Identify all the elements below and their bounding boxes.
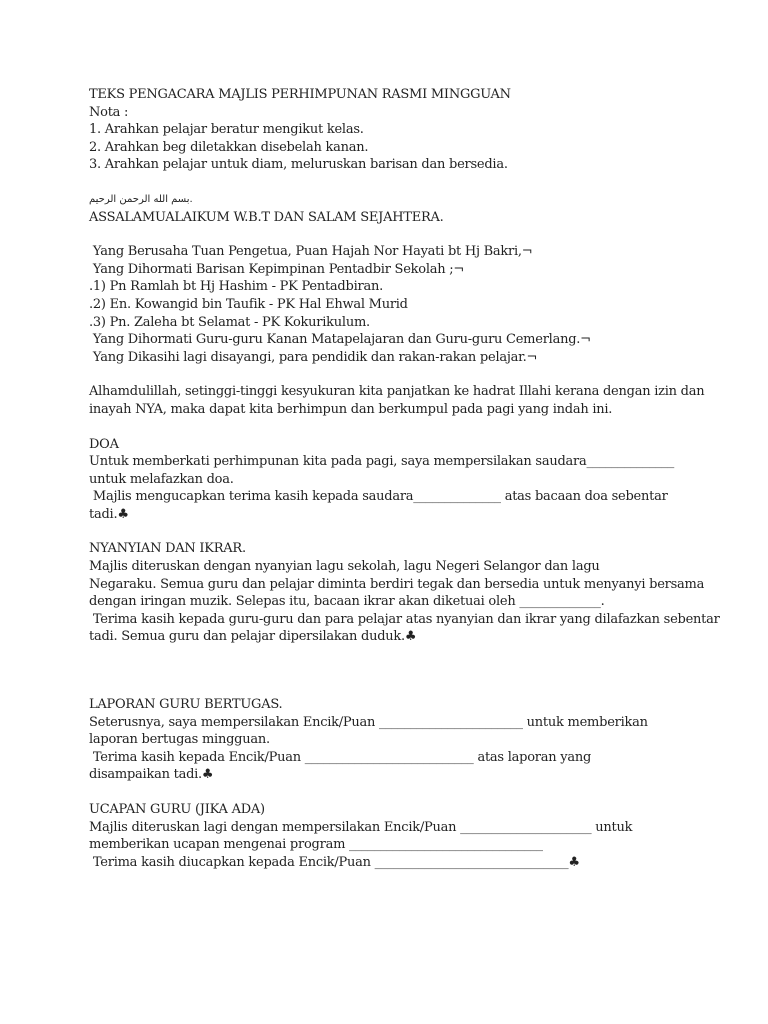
doa-heading: DOA bbox=[89, 436, 119, 452]
nyanyian-line: Negaraku. Semua guru dan pelajar diminta berdiri tegak dan bersedia untuk menyanyi bersama bbox=[89, 576, 705, 592]
nyanyian-heading: NYANYIAN DAN IKRAR. bbox=[89, 541, 246, 557]
greeting: ASSALAMUALAIKUM W.B.T DAN SALAM SEJAHTERA. bbox=[89, 209, 444, 225]
ucapan-heading: UCAPAN GURU (JIKA ADA) bbox=[89, 802, 265, 817]
salutation-line: .3) Pn. Zaleha bt Selamat - PK Kokurikulum. bbox=[89, 314, 370, 330]
nota-heading: Nota : bbox=[89, 104, 129, 120]
laporan-line: Terima kasih kepada Encik/Puan ___________________________ atas laporan yang bbox=[89, 749, 592, 765]
ucapan-line: memberikan ucapan mengenai program _______________________________ bbox=[89, 837, 543, 853]
document-page bbox=[89, 86, 720, 871]
ucapan-line: Majlis diteruskan lagi dengan mempersilakan Encik/Puan _____________________ untuk bbox=[89, 819, 633, 835]
doa-line: Untuk memberkati perhimpunan kita pada pagi, saya mempersilakan saudara______________ bbox=[89, 454, 674, 470]
laporan-line: disampaikan tadi.♣ bbox=[89, 767, 214, 783]
nyanyian-line: Terima kasih kepada guru-guru dan para pelajar atas nyanyian dan ikrar yang dilafazkan sebentar bbox=[89, 611, 720, 627]
salutation-line: Yang Dikasihi lagi disayangi, para pendidik dan rakan-rakan pelajar.¬ bbox=[89, 349, 538, 365]
doa-line: untuk melafazkan doa. bbox=[89, 471, 234, 487]
salutation-line: Yang Dihormati Guru-guru Kanan Matapelajaran dan Guru-guru Cemerlang.¬ bbox=[89, 332, 591, 348]
salutation-line: .2) En. Kowangid bin Taufik - PK Hal Ehwal Murid bbox=[89, 296, 408, 312]
laporan-line: laporan bertugas mingguan. bbox=[89, 732, 270, 748]
nyanyian-line: Majlis diteruskan dengan nyanyian lagu sekolah, lagu Negeri Selangor dan lagu bbox=[89, 559, 600, 575]
doa-line: tadi.♣ bbox=[89, 506, 129, 522]
salutation-line: Yang Berusaha Tuan Pengetua, Puan Hajah Nor Hayati bt Hj Bakri,¬ bbox=[89, 244, 533, 260]
laporan-line: Seterusnya, saya mempersilakan Encik/Puan _______________________ untuk memberikan bbox=[89, 714, 648, 730]
opening-paragraph-line: inayah NYA, maka dapat kita berhimpun dan berkumpul pada pagi yang indah ini. bbox=[89, 401, 613, 417]
nota-item: 3. Arahkan pelajar untuk diam, meluruskan barisan dan bersedia. bbox=[89, 157, 508, 173]
bismillah-text: بسم الله الرحمن الرحيم. bbox=[89, 193, 193, 205]
laporan-heading: LAPORAN GURU BERTUGAS. bbox=[89, 697, 283, 713]
nyanyian-line: dengan iringan muzik. Selepas itu, bacaan ikrar akan diketuai oleh _____________. bbox=[89, 594, 605, 610]
salutation-line: .1) Pn Ramlah bt Hj Hashim - PK Pentadbiran. bbox=[89, 279, 383, 295]
opening-paragraph-line: Alhamdulillah, setinggi-tinggi kesyukuran kita panjatkan ke hadrat Illahi kerana dengan izin dan bbox=[89, 384, 705, 400]
ucapan-line: Terima kasih diucapkan kepada Encik/Puan _______________________________♣ bbox=[89, 854, 580, 870]
doa-line: Majlis mengucapkan terima kasih kepada saudara______________ atas bacaan doa sebentar bbox=[89, 489, 668, 505]
document-title: TEKS PENGACARA MAJLIS PERHIMPUNAN RASMI MINGGUAN bbox=[89, 87, 511, 102]
nota-item: 2. Arahkan beg diletakkan disebelah kanan. bbox=[89, 139, 369, 155]
nyanyian-line: tadi. Semua guru dan pelajar dipersilakan duduk.♣ bbox=[89, 629, 417, 645]
nota-item: 1. Arahkan pelajar beratur mengikut kelas. bbox=[89, 122, 364, 138]
salutation-line: Yang Dihormati Barisan Kepimpinan Pentadbir Sekolah ;¬ bbox=[89, 261, 465, 277]
